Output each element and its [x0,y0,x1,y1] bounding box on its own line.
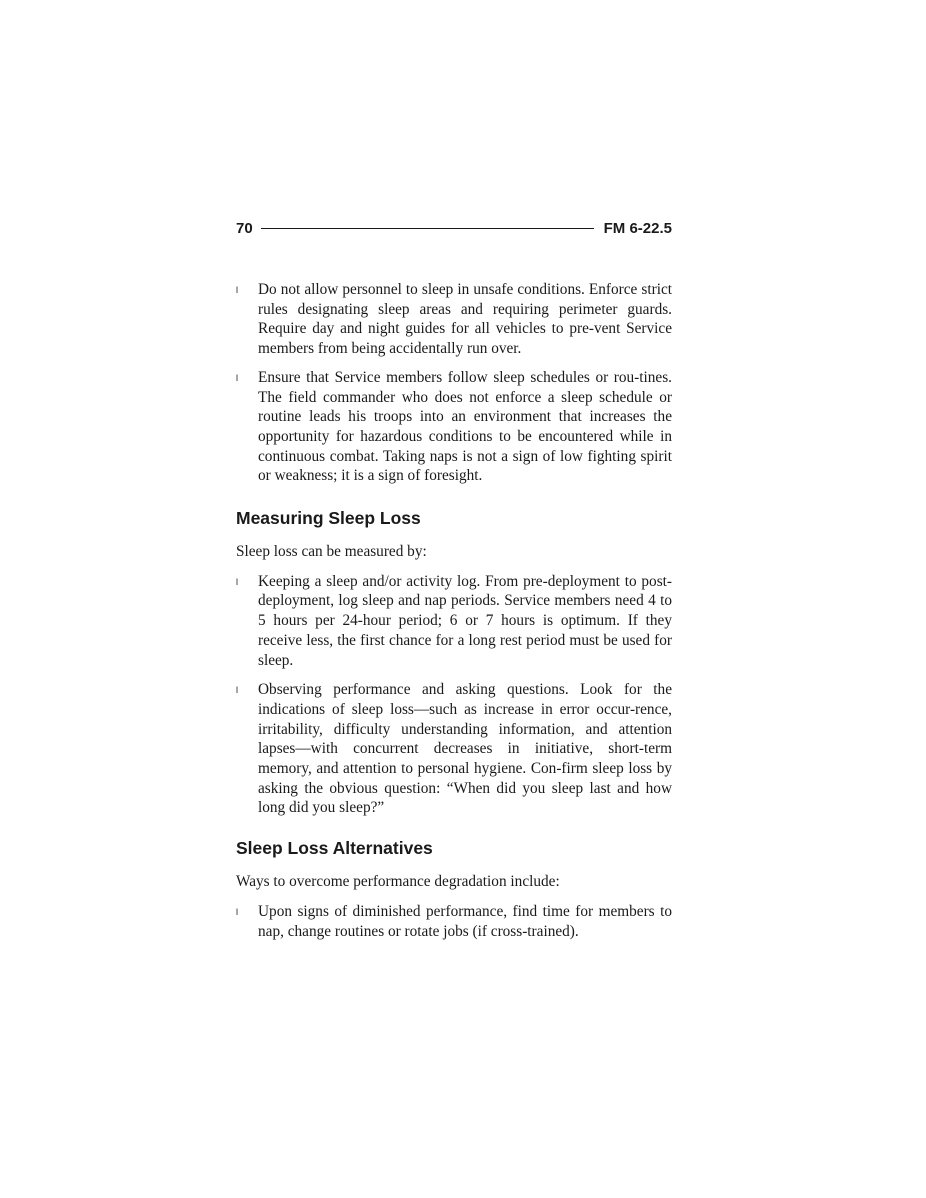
running-header [236,217,672,239]
bullet-icon: l [236,685,238,696]
manual-id: FM 6-22.5 [603,219,672,237]
list-item [236,572,672,671]
section-heading-sleep-loss-alternatives: Sleep Loss Alternatives [236,838,433,859]
list-item [236,902,672,941]
list-item-text: Keeping a sleep and/or activity log. From pre-deployment to post-deployment, log sleep and nap periods. Service members need 4 to 5 hours per 24-hour period; 6 or 7 hours is optimum. If they receive less, the first chance for a long rest period must be used for sleep. [258,572,672,669]
section-intro-measuring: Sleep loss can be measured by: [236,543,427,561]
list-item [236,368,672,486]
list-item-text: Ensure that Service members follow sleep schedules or rou-tines. The field commander who does not enforce a sleep schedule or routine leads his troops into an environment that increases the opportunity for hazardous conditions to be encountered while in continuous combat. Taking naps is not a sign of low fighting spirit or weakness; it is a sign of foresight. [258,368,672,485]
page-content [236,217,672,941]
list-item-text: Upon signs of diminished performance, find time for members to nap, change routines or rotate jobs (if cross-trained). [258,902,672,940]
alternatives-bullet-list [236,902,672,941]
section-heading-measuring-sleep-loss: Measuring Sleep Loss [236,508,421,529]
list-item [236,280,672,359]
bullet-icon: l [236,372,238,383]
safety-bullet-list [236,280,672,486]
list-item-text: Observing performance and asking questions. Look for the indications of sleep loss—such as increase in error occur-rence, irritability, difficulty understanding information, and attention lapses—with concurrent decreases in initiative, short-term memory, and attention to personal hygiene. Con-firm sleep loss by asking the obvious question: “When did you sleep last and how long did you sleep?” [258,681,672,817]
page-number: 70 [236,219,253,237]
list-item [236,680,672,818]
bullet-icon: l [236,285,238,295]
measuring-bullet-list [236,572,672,818]
bullet-icon: l [236,576,238,587]
header-rule [261,228,594,229]
bullet-icon: l [236,906,238,917]
list-item-text: Do not allow personnel to sleep in unsafe conditions. Enforce strict rules designating sleep areas and requiring perimeter guards. Require day and night guides for all vehicles to pre-vent Service members from being accidentally run over. [258,281,672,358]
section-intro-alternatives: Ways to overcome performance degradation include: [236,873,560,891]
